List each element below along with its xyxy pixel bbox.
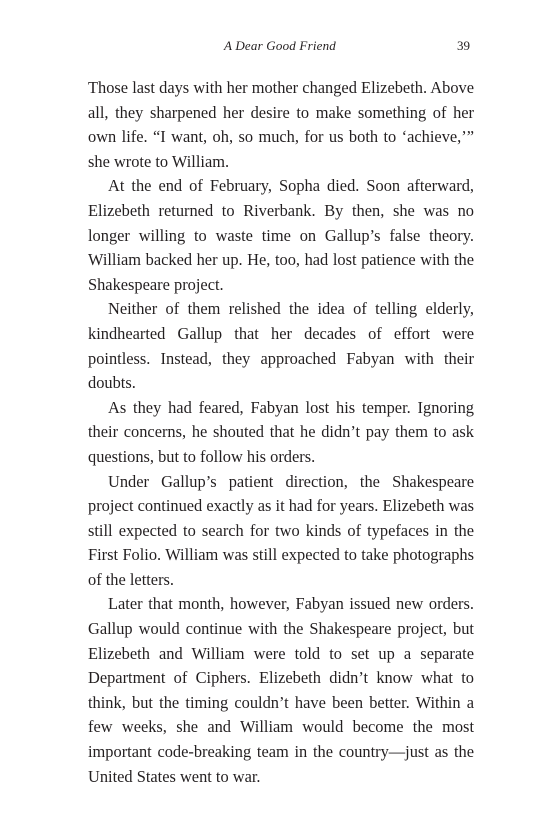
paragraph: Later that month, however, Fabyan issued new orders. Gallup would continue with the Shakespeare project, but Elizebeth and William were told to set up a separate Department of Ciphers. Elizebeth didn’t know what to think, but the timing couldn’t have been better. Within a few weeks, she and William would become the most important code-breaking team in the country—just as the United States went to war. bbox=[88, 594, 474, 786]
paragraph: As they had feared, Fabyan lost his temper. Ignoring their concerns, he shouted that he didn’t pay them to ask questions, but to follow his orders. bbox=[88, 397, 474, 466]
running-title: A Dear Good Friend bbox=[223, 38, 337, 53]
page-number: 39 bbox=[457, 38, 470, 53]
paragraph: Those last days with her mother changed Elizebeth. Above all, they sharpened her desire to make something of her own life. “I want, oh, so much, for us both to ‘achieve,’” she wrote to William. bbox=[88, 78, 474, 171]
paragraph: Neither of them relished the idea of telling elderly, kindhearted Gallup that her decades of effort were pointless. Instead, they approached Fabyan with their doubts. bbox=[88, 299, 474, 393]
paragraph: Under Gallup’s patient direction, the Shakespeare project continued exactly as it had for years. Elizebeth was still expected to search for two kinds of typefaces in the First Folio. William was still expected to take photographs of the letters. bbox=[88, 471, 474, 589]
paragraph: At the end of February, Sopha died. Soon afterward, Elizebeth returned to Riverbank. By then, she was no longer willing to waste time on Gallup’s false theory. William backed her up. He, too, had lost patience with the Shakespeare project. bbox=[88, 176, 474, 294]
body-text bbox=[88, 76, 474, 789]
running-header bbox=[0, 38, 560, 58]
